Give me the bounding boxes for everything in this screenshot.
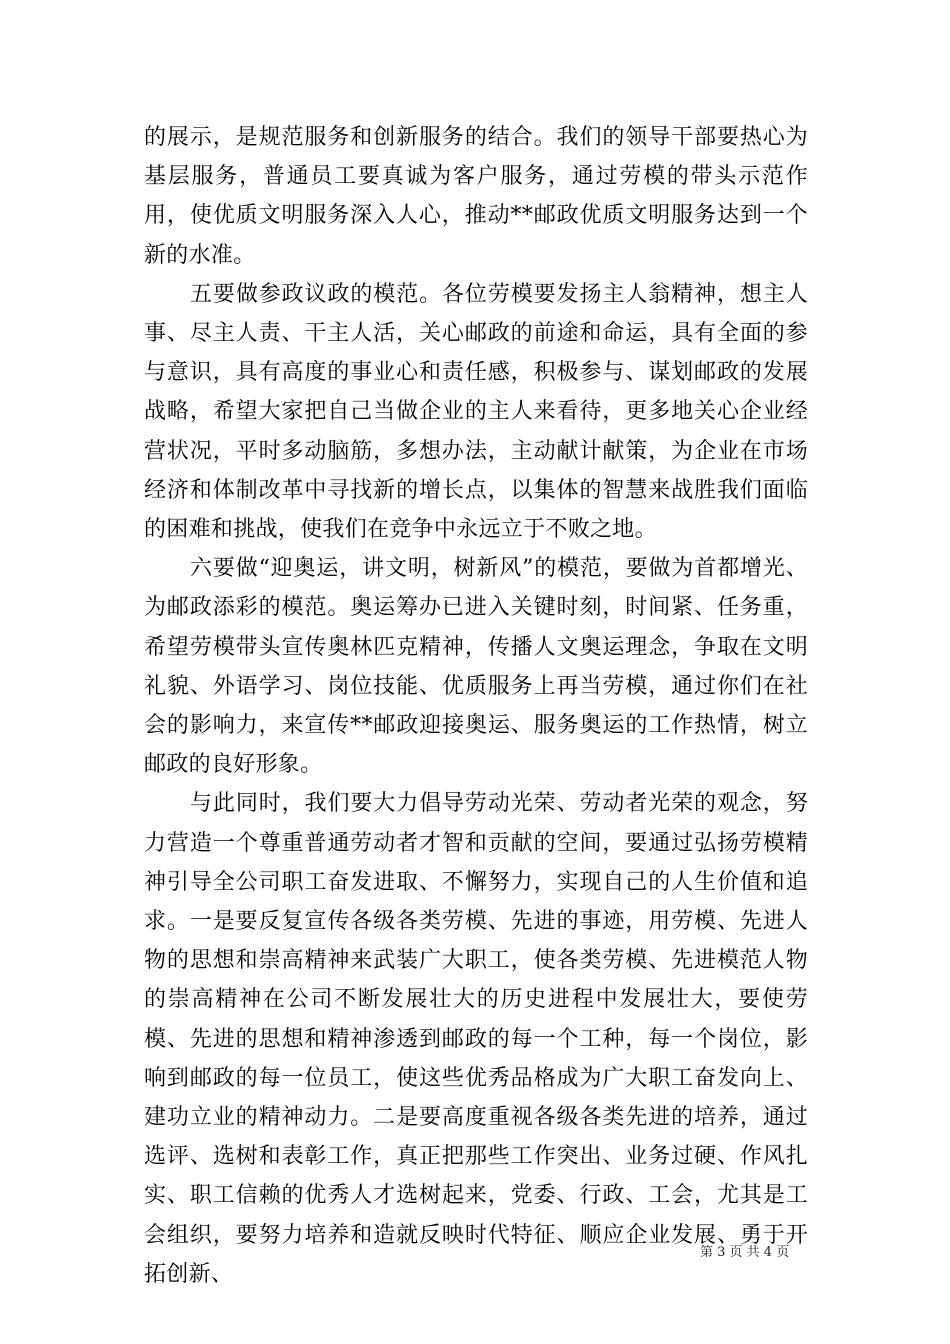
paragraph-continued: 的展示，是规范服务和创新服务的结合。我们的领导干部要热心为基层服务，普通员工要真诚为客户服务，通过劳模的带头示范作用，使优质文明服务深入人心，推动**邮政优质文明服务达到一个新的水准。 — [144, 125, 808, 268]
page-number-footer: 第 3 页 共 4 页 — [700, 1245, 790, 1260]
paragraph-sixth-point: 六要做“迎奥运，讲文明，树新风”的模范，要做为首都增光、为邮政添彩的模范。奥运筹办已进入关键时刻，时间紧、任务重，希望劳模带头宣传奥林匹克精神，传播人文奥运理念，争取在文明礼貌、外语学习、岗位技能、优质服务上再当劳模，通过你们在社会的影响力，来宣传**邮政迎接奥运、服务奥运的工作热情，树立邮政的良好形象。 — [144, 556, 808, 778]
paragraph-fifth-point: 五要做参政议政的模范。各位劳模要发扬主人翁精神，想主人事、尽主人责、干主人活，关心邮政的前途和命运，具有全面的参与意识，具有高度的事业心和责任感，积极参与、谋划邮政的发展战略，希望大家把自己当做企业的主人来看待，更多地关心企业经营状况，平时多动脑筋，多想办法，主动献计献策，为企业在市场经济和体制改革中寻找新的增长点，以集体的智慧来战胜我们面临的困难和挑战，使我们在竞争中永远立于不败之地。 — [144, 281, 808, 543]
body-text — [144, 118, 808, 1294]
paragraph-meanwhile: 与此同时，我们要大力倡导劳动光荣、劳动者光荣的观念，努力营造一个尊重普通劳动者才智和贡献的空间，要通过弘扬劳模精神引导全公司职工奋发进取、不懈努力，实现自己的人生价值和追求。一是要反复宣传各级各类劳模、先进的事迹，用劳模、先进人物的思想和崇高精神来武装广大职工，使各类劳模、先进模范人物的崇高精神在公司不断发展壮大的历史进程中发展壮大，要使劳模、先进的思想和精神渗透到邮政的每一个工种，每一个岗位，影响到邮政的每一位员工，使这些优秀品格成为广大职工奋发向上、建功立业的精神动力。二是要高度重视各级各类先进的培养，通过选评、选树和表彰工作，真正把那些工作突出、业务过硬、作风扎实、职工信赖的优秀人才选树起来，党委、行政、工会，尤其是工会组织，要努力培养和造就反映时代特征、顺应企业发展、勇于开拓创新、 — [144, 791, 808, 1287]
